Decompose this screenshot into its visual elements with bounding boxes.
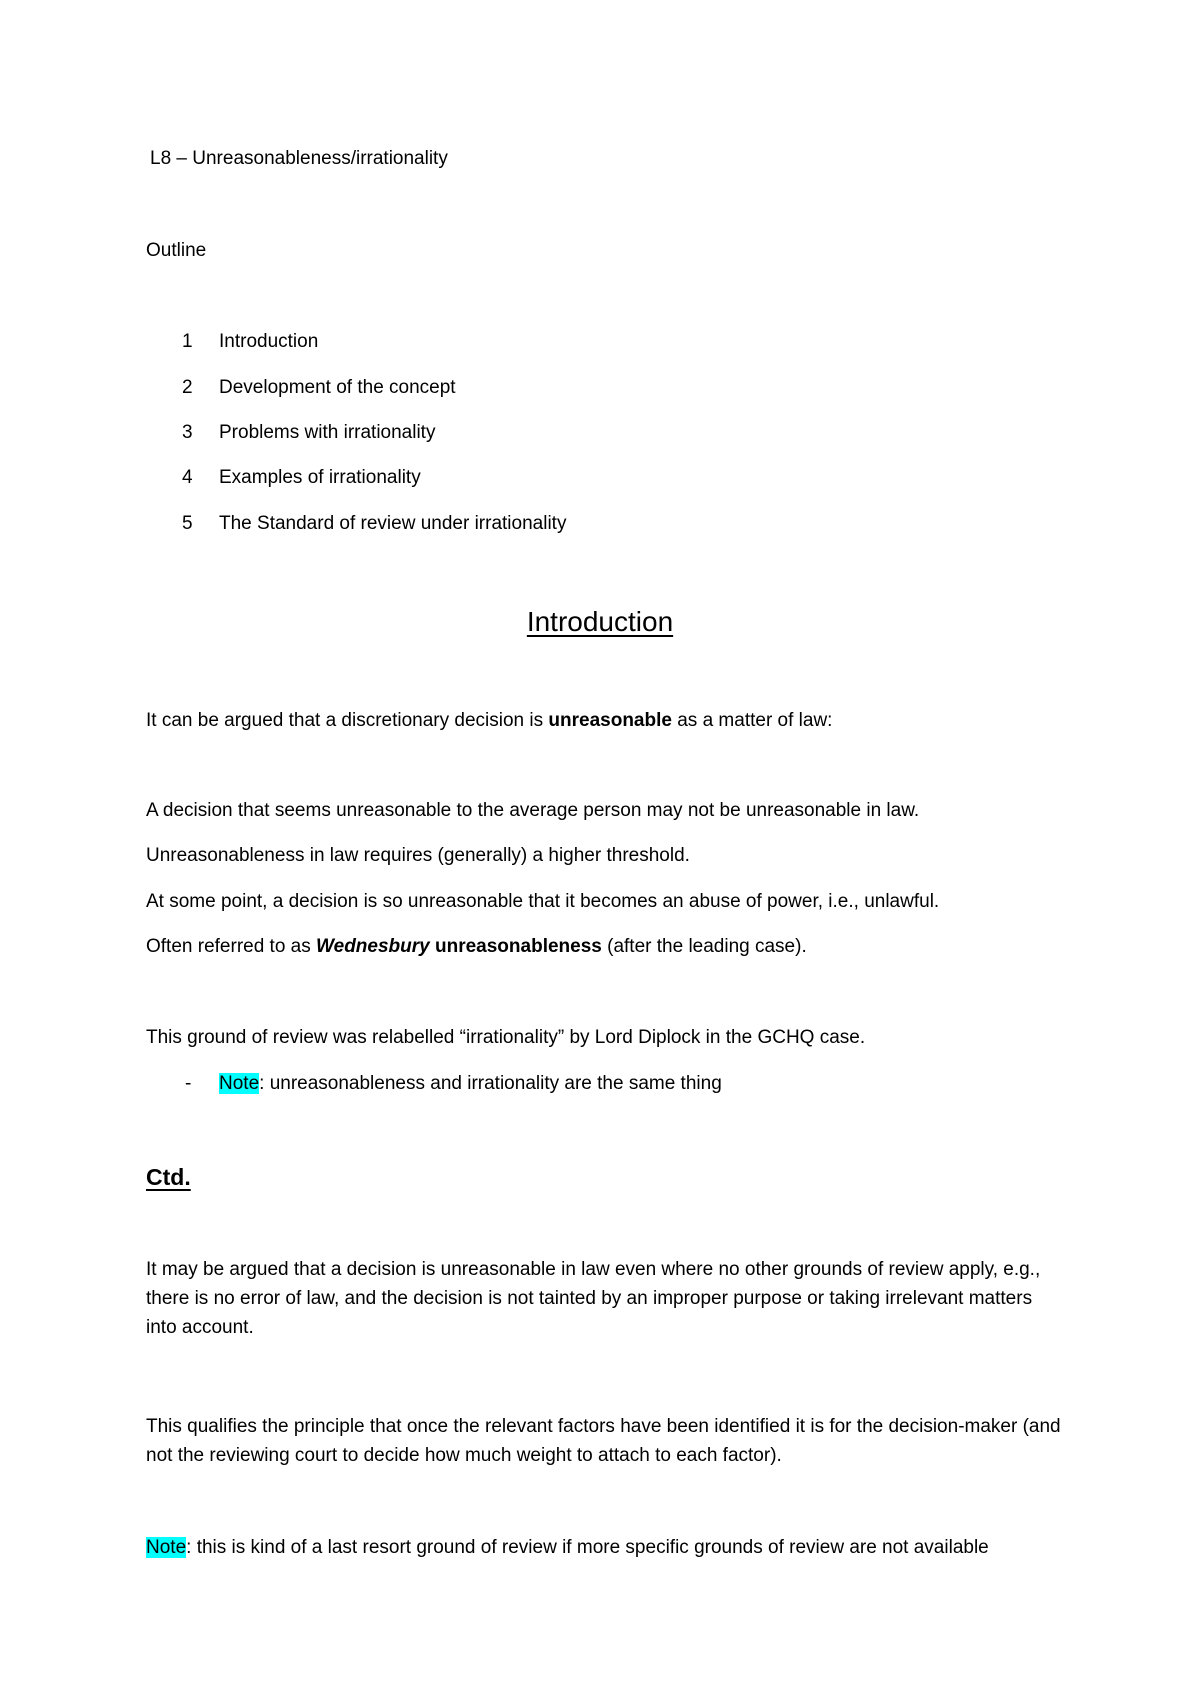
wednesbury-italic: Wednesbury	[316, 936, 430, 957]
outline-text: Examples of irrationality	[219, 467, 421, 488]
intro-p1-start: It can be argued that a discretionary decision is	[146, 710, 549, 731]
intro-p5-end: (after the leading case).	[601, 936, 807, 957]
outline-label: Outline	[146, 240, 207, 261]
ctd-heading: Ctd.	[146, 1164, 191, 1190]
outline-text: Development of the concept	[219, 377, 456, 398]
outline-number: 4	[182, 467, 193, 488]
intro-paragraph-3: Unreasonableness in law requires (generally) a higher threshold.	[146, 845, 690, 866]
ctd-paragraph-1: It may be argued that a decision is unreasonable in law even where no other grounds of review apply, e.g., there is no error of law, and the decision is not tainted by an improper purpose or taking irrelevant matters into account.	[146, 1259, 1041, 1338]
note-highlight: Note	[219, 1073, 260, 1094]
outline-text: Problems with irrationality	[219, 422, 436, 443]
intro-p1-bold: unreasonable	[548, 710, 672, 731]
bullet-dash: -	[185, 1073, 192, 1094]
note-paragraph-2	[146, 1537, 989, 1559]
intro-p1-end: as a matter of law:	[671, 710, 833, 731]
intro-paragraph-2: A decision that seems unreasonable to the average person may not be unreasonable in law.	[146, 800, 920, 821]
note-text: : this is kind of a last resort ground of review if more specific grounds of review are not available	[186, 1537, 989, 1558]
note-text: : unreasonableness and irrationality are the same thing	[259, 1073, 722, 1094]
outline-text: Introduction	[219, 331, 319, 352]
intro-paragraph-6: This ground of review was relabelled “irrationality” by Lord Diplock in the GCHQ case.	[146, 1027, 866, 1048]
outline-number: 1	[182, 331, 193, 352]
intro-paragraph-1	[146, 710, 832, 732]
intro-p5-start: Often referred to as	[146, 936, 317, 957]
outline-number: 5	[182, 513, 193, 534]
outline-number: 3	[182, 422, 193, 443]
outline-text: The Standard of review under irrationality	[219, 513, 567, 534]
intro-p5-bold: unreasonableness	[429, 936, 602, 957]
intro-paragraph-5	[146, 936, 807, 958]
document-title: L8 – Unreasonableness/irrationality	[150, 148, 448, 169]
intro-paragraph-4: At some point, a decision is so unreasonable that it becomes an abuse of power, i.e., unlawful.	[146, 891, 940, 912]
note-highlight: Note	[146, 1537, 187, 1558]
ctd-paragraph-2: This qualifies the principle that once the relevant factors have been identified it is for the decision-maker (and not the reviewing court to decide how much weight to attach to each factor).	[146, 1416, 1061, 1466]
outline-number: 2	[182, 377, 193, 398]
introduction-heading: Introduction	[526, 606, 674, 637]
note-bullet-text	[219, 1073, 722, 1095]
